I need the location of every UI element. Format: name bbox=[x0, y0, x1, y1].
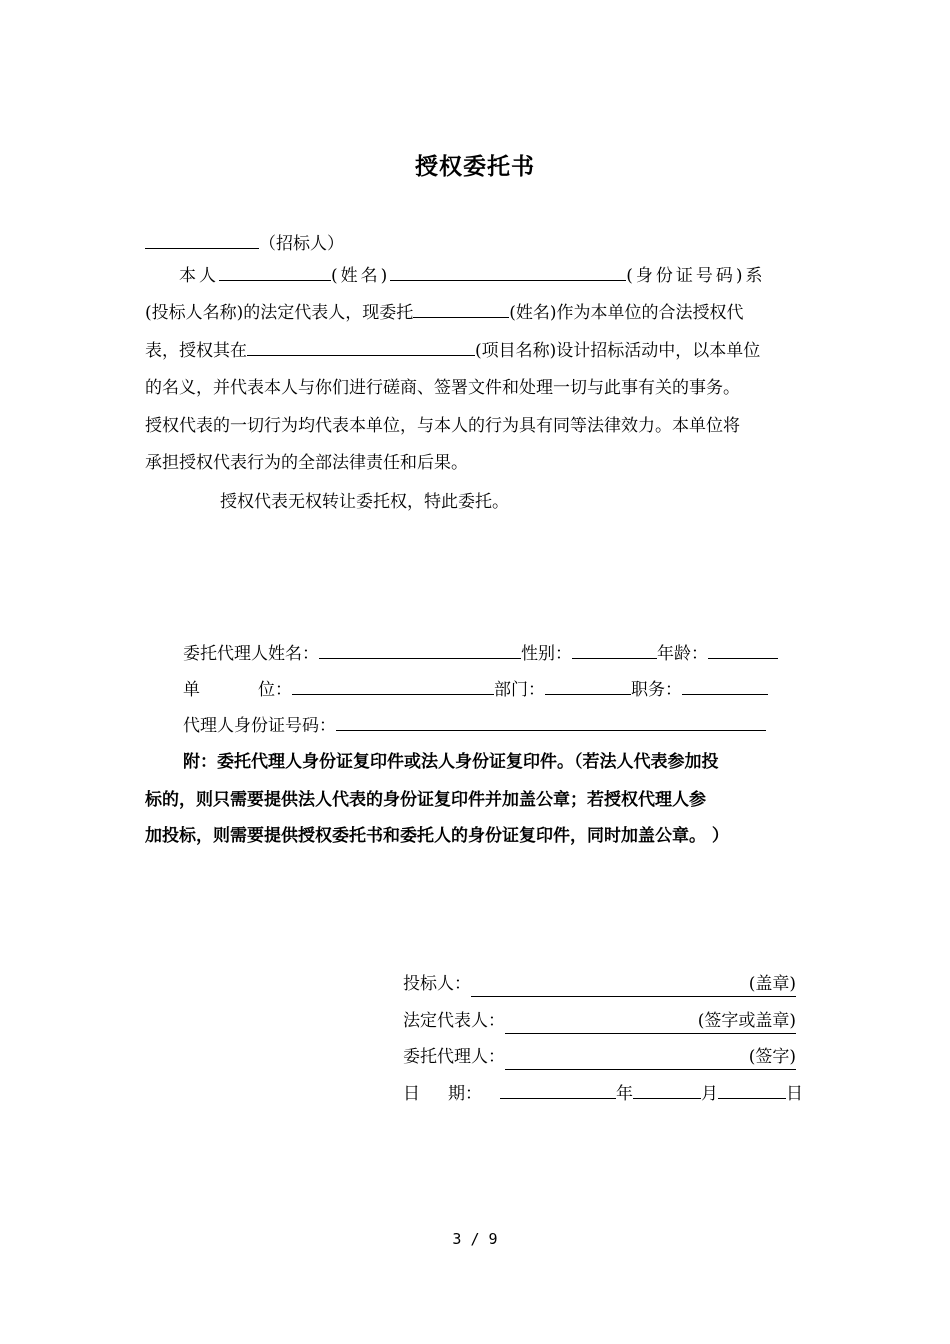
dept-blank[interactable] bbox=[545, 677, 631, 695]
agent-id-label: 代理人身份证号码： bbox=[183, 716, 336, 736]
agent-signature-blank[interactable] bbox=[505, 1045, 796, 1070]
text-p2b: (姓名)作为本单位的合法授权代 bbox=[509, 303, 744, 323]
unit-label-1: 单 bbox=[183, 680, 200, 700]
document-title: 授权委托书 bbox=[415, 153, 535, 180]
date-label-1: 日 bbox=[403, 1084, 420, 1104]
delegate-name-blank[interactable] bbox=[413, 300, 509, 318]
agent-name-row bbox=[183, 637, 778, 671]
page-number: 3 / 9 bbox=[452, 1230, 498, 1248]
agent-name-label: 委托代理人姓名： bbox=[183, 644, 319, 664]
agent-id-blank[interactable] bbox=[336, 713, 766, 731]
position-label: 职务： bbox=[631, 680, 682, 700]
tenderee-line bbox=[145, 231, 344, 257]
project-name-blank[interactable] bbox=[247, 338, 475, 356]
legal-note: (签字或盖章) bbox=[697, 1011, 796, 1031]
agent-id-row bbox=[183, 709, 766, 743]
text-xi: 系 bbox=[745, 266, 766, 286]
gender-blank[interactable] bbox=[572, 641, 657, 659]
agent-name-blank[interactable] bbox=[319, 641, 521, 659]
note-line-1: 附：委托代理人身份证复印件或法人身份证复印件。（若法人代表参加投 bbox=[183, 752, 719, 772]
para-line-3 bbox=[145, 334, 810, 368]
year-blank[interactable] bbox=[500, 1081, 616, 1099]
text-p3b: (项目名称)设计招标活动中，以本单位 bbox=[475, 341, 761, 361]
date-row bbox=[403, 1077, 803, 1111]
bidder-note: (盖章) bbox=[748, 974, 796, 994]
text-p2a: (投标人名称)的法定代表人，现委托 bbox=[145, 303, 414, 323]
age-label: 年龄： bbox=[657, 644, 708, 664]
para-line-4: 的名义，并代表本人与你们进行磋商、签署文件和处理一切与此事有关的事务。 bbox=[145, 378, 740, 398]
agent-sign-row bbox=[403, 1040, 796, 1074]
para-line-6: 承担授权代表行为的全部法律责任和后果。 bbox=[145, 453, 468, 473]
para-line-7: 授权代表无权转让委托权，特此委托。 bbox=[220, 492, 509, 512]
para-line-5: 授权代表的一切行为均代表本单位，与本人的行为具有同等法律效力。本单位将 bbox=[145, 416, 740, 436]
month-label: 月 bbox=[701, 1084, 718, 1104]
gender-label: 性别： bbox=[521, 644, 572, 664]
day-blank[interactable] bbox=[718, 1081, 786, 1099]
dept-label: 部门： bbox=[494, 680, 545, 700]
day-label: 日 bbox=[786, 1084, 803, 1104]
agent-sign-label: 委托代理人： bbox=[403, 1047, 505, 1067]
text-id-paren: (身份证号码) bbox=[626, 266, 746, 286]
unit-label-2: 位： bbox=[258, 680, 292, 700]
agent-sign-note: (签字) bbox=[748, 1047, 796, 1067]
text-benren: 本人 bbox=[179, 266, 219, 286]
position-blank[interactable] bbox=[682, 677, 768, 695]
date-label-2: 期： bbox=[448, 1084, 482, 1104]
age-blank[interactable] bbox=[708, 641, 778, 659]
text-p3a: 表，授权其在 bbox=[145, 341, 247, 361]
text-name-paren: (姓名) bbox=[331, 266, 391, 286]
bidder-seal-blank[interactable] bbox=[471, 972, 796, 997]
bidder-row bbox=[403, 967, 796, 1001]
principal-name-blank[interactable] bbox=[219, 263, 331, 281]
tenderee-suffix: （招标人） bbox=[259, 234, 344, 254]
para-line-1 bbox=[145, 259, 810, 293]
note-line-2: 标的，则只需要提供法人代表的身份证复印件并加盖公章；若授权代理人参 bbox=[145, 790, 706, 810]
month-blank[interactable] bbox=[633, 1081, 701, 1099]
legal-rep-row bbox=[403, 1004, 796, 1038]
tenderee-blank[interactable] bbox=[145, 231, 259, 249]
legal-label: 法定代表人： bbox=[403, 1011, 505, 1031]
agent-unit-row bbox=[183, 673, 768, 707]
year-label: 年 bbox=[616, 1084, 633, 1104]
para-line-2 bbox=[145, 296, 810, 330]
note-line-3: 加投标，则需要提供授权委托书和委托人的身份证复印件，同时加盖公章。 ） bbox=[145, 826, 729, 846]
bidder-label: 投标人： bbox=[403, 974, 471, 994]
unit-blank[interactable] bbox=[292, 677, 494, 695]
id-number-blank[interactable] bbox=[390, 263, 626, 281]
legal-signature-blank[interactable] bbox=[505, 1009, 796, 1034]
